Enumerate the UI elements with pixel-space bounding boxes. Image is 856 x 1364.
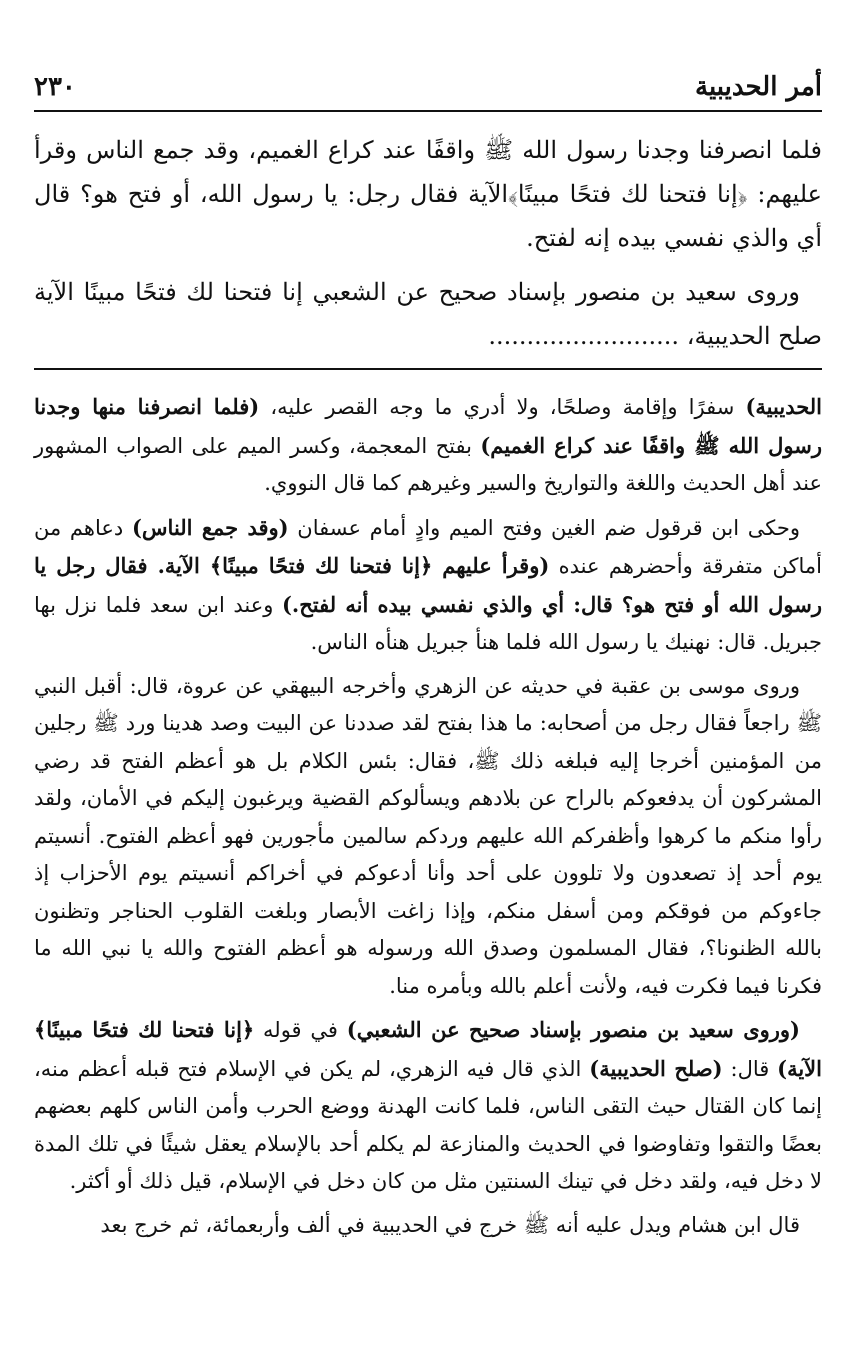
main-paragraph-2 <box>34 270 822 358</box>
header-divider <box>34 110 822 112</box>
commentary-paragraph-3: وروى موسى بن عقبة في حديثه عن الزهري وأخرجه البيهقي عن عروة، قال: أقبل النبي ﷺ راجعاً فقال رجل من أصحابه: ما هذا بفتح لقد صددنا عن البيت وصد هدينا ورد ﷺ رجلين من المؤمنين أخرجا إليه فبلغه ذلك ﷺ، فقال: بئس الكلام بل هو أعظم الفتح قد رضي المشركون أن يدفعوكم بالراح عن بلادهم ويسألوكم القضية ويرغبون إليكم في الأمان، ولقد رأوا منكم ما كرهوا وأظفركم الله عليهم وردكم سالمين مأجورين فهو أعظم الفتوح. أنسيتم يوم أحد إذ تصعدون ولا تلوون على أحد وأنا أدعوكم في أخراكم أنسيتم يوم الأحزاب إذ جاءوكم من فوقكم ومن أسفل منكم، وإذا زاغت الأبصار وبلغت القلوب الحناجر وتظنون بالله الظنونا؟، فقال المسلمون وصدق الله ورسوله هو أعظم الفتوح والله يا نبي الله ما فكرنا فيما فكرت فيه، ولأنت أعلم بالله وبأمره منا. <box>34 673 822 998</box>
commentary-text-run: دعاهم من أماكن متفرقة وأحضرهم عنده <box>34 515 822 578</box>
commentary-paragraph-4 <box>34 1011 822 1201</box>
commentary-paragraph-1 <box>34 388 822 503</box>
commentary-text-run: الذي قال فيه الزهري، لم يكن في الإسلام فتح قبله أعظم منه، إنما كان القتال حيث التقى الناس، فلما كانت الهدنة ووضع الحرب وأمن الناس كلهم بعضهم بعضًا والتقوا وتفاوضوا في الحديث والمنازعة لم يكلم أحد بالإسلام يعقل شيئًا في تلك المدة لا دخل فيه، ولقد دخل في تينك السنتين مثل من كان دخل في الإسلام، قيل ذلك أو أكثر. <box>34 1056 822 1193</box>
commentary-paragraph-2 <box>34 509 822 662</box>
main-divider <box>34 368 822 370</box>
quoted-text: (وقرأ عليهم ﴿إنا فتحنا لك فتحًا مبينًا﴾ الآية. فقال رجل يا رسول الله أو فتح هو؟ قال: أي والذي نفسي بيده أنه لفتح.) <box>34 553 823 617</box>
commentary-text-run: قال: <box>722 1056 778 1081</box>
quoted-text: الحديبية) <box>745 394 823 419</box>
quoted-text: (فلما انصرفنا منها وجدنا رسول الله ﷺ واقفًا عند كراع الغميم) <box>34 394 822 458</box>
commentary-text-run: في قوله <box>254 1018 347 1042</box>
commentary-text-run: سفرًا وإقامة وصلحًا، ولا أدري ما وجه القصر عليه، <box>259 395 746 419</box>
quoted-text: (وروى سعيد بن منصور بإسناد صحيح عن الشعبي) <box>346 1017 800 1042</box>
page-header <box>34 62 822 102</box>
main-paragraph-1: فلما انصرفنا وجدنا رسول الله ﷺ واقفًا عند كراع الغميم، وقد جمع الناس وقرأ عليهم: ﴿إنا فتحنا لك فتحًا مبينًا﴾الآية فقال رجل: يا رسول الله، أو فتح هو؟ قال أي والذي نفسي بيده إنه لفتح. <box>34 136 823 252</box>
commentary-text-run: وعند ابن سعد فلما نزل بها جبريل. قال: نهنيك يا رسول الله فلما هنأ جبريل هنأه الناس. <box>34 592 822 654</box>
quoted-text: ﴿إنا فتحنا لك فتحًا مبينًا﴾ الآية) <box>34 1017 822 1081</box>
commentary-text-run: وحكى ابن قرقول ضم الغين وفتح الميم وادٍ أمام عسفان <box>288 515 800 540</box>
commentary-paragraph-5: قال ابن هشام ويدل عليه أنه ﷺ خرج في الحديبية في ألف وأربعمائة، ثم خرج بعد <box>100 1212 800 1237</box>
commentary-text-run: بفتح المعجمة، وكسر الميم على الصواب المشهور عند أهل الحديث واللغة والتواريخ والسير وغيرهم كما قال النووي. <box>34 433 822 495</box>
main-paragraph-2-dots: ......................... <box>488 322 680 350</box>
running-title: أمر الحديبية <box>695 72 822 102</box>
main-paragraph-2-text: وروى سعيد بن منصور بإسناد صحيح عن الشعبي إنا فتحنا لك فتحًا مبينًا الآية صلح الحديبية، <box>34 278 822 350</box>
main-text <box>34 128 822 368</box>
document-page <box>34 0 822 1364</box>
page-number: ٢٣٠ <box>34 72 76 102</box>
quoted-text: (وقد جمع الناس) <box>131 514 289 540</box>
commentary-text <box>34 388 822 1250</box>
quoted-text: (صلح الحديبية) <box>589 1055 723 1081</box>
